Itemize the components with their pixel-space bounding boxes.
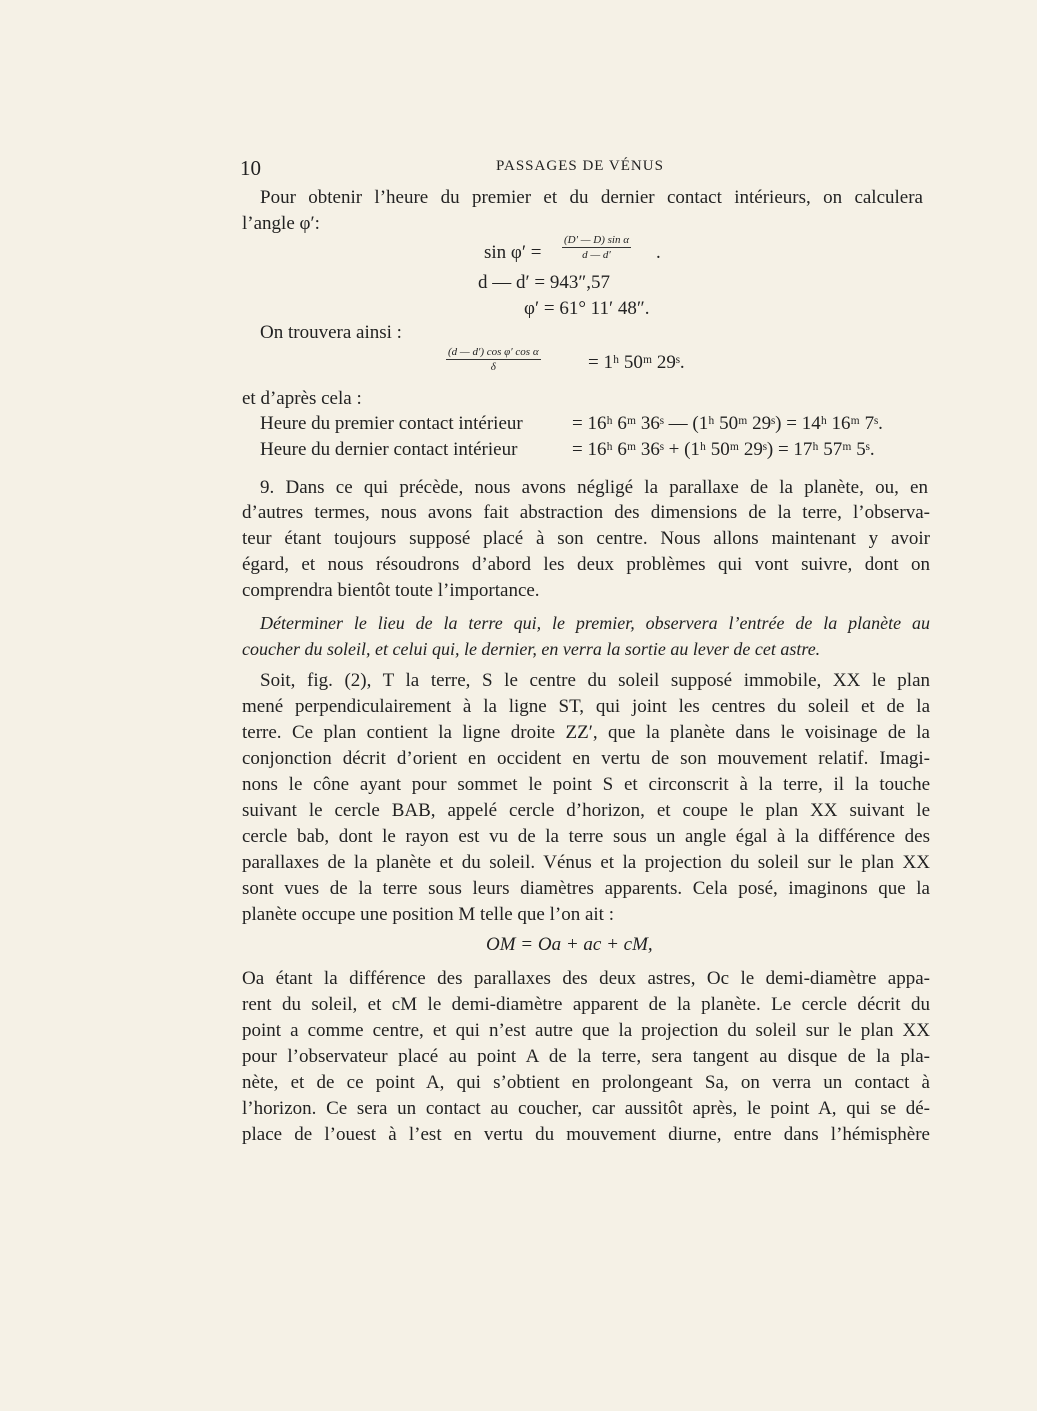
- para-soit-line: Soit, fig. (2), T la terre, S le centre du soleil supposé immobile, XX le plan: [260, 670, 930, 691]
- para-oa-line: nète, et de ce point A, qui s’obtient en prolongeant Sa, on verra un contact à: [242, 1072, 930, 1093]
- para-oa-line: pour l’observateur placé au point A de la terre, sera tangent au disque de la pla-: [242, 1046, 930, 1067]
- formula-sin-numerator: (D′ — D) sin α: [564, 234, 630, 246]
- para-soit-line: suivant le cercle BAB, appelé cercle d’horizon, et coupe le plan XX suivant le: [242, 800, 930, 821]
- formula-sin-lhs: sin φ′ =: [484, 242, 542, 263]
- para9-line: teur étant toujours supposé placé à son centre. Nous allons maintenant y avoir: [242, 528, 930, 549]
- para-soit-line: cercle bab, dont le rayon est vu de la terre sous un angle égal à la différence des: [242, 826, 930, 847]
- formula-sin-fraction: [562, 234, 631, 261]
- formula-d-minus-d: d — d′ = 943″,57: [478, 272, 611, 293]
- para-soit-line: sont vues de la terre sous leurs diamètres apparents. Cela posé, imaginons que la: [242, 878, 930, 899]
- intro-line-2: l’angle φ′:: [242, 213, 320, 234]
- page-number: 10: [240, 156, 261, 180]
- para-oa-line: place de l’ouest à l’est en vertu du mouvement diurne, entre dans l’hémisphère: [242, 1124, 930, 1145]
- apres-cela-text: et d’après cela :: [242, 388, 362, 409]
- para-soit-line: nons le cône ayant pour sommet le point S et circonscrit à la terre, il la touche: [242, 774, 930, 795]
- contact-dernier-label: Heure du dernier contact intérieur: [260, 439, 518, 460]
- formula-om: OM = Oa + ac + cM,: [486, 934, 653, 955]
- para-soit-line: terre. Ce plan contient la ligne droite ZZ′, que la planète dans le voisinage de la: [242, 722, 930, 743]
- para-oa-line: l’horizon. Ce sera un contact au coucher, car aussitôt après, le point A, qui se dé-: [242, 1098, 930, 1119]
- para-soit-line: planète occupe une position M telle que l’on ait :: [242, 904, 614, 925]
- contact-dernier-value: = 16ʰ 6ᵐ 36ˢ + (1ʰ 50ᵐ 29ˢ) = 17ʰ 57ᵐ 5ˢ.: [572, 439, 875, 460]
- formula-sin-denominator: d — d′: [582, 249, 611, 261]
- on-trouvera-text: On trouvera ainsi :: [260, 322, 402, 343]
- formula-duration-fraction: [446, 346, 541, 373]
- para9-line: égard, et nous résoudrons d’abord les deux problèmes qui vont suivre, dont on: [242, 554, 930, 575]
- para9-line: 9. Dans ce qui précède, nous avons négligé la parallaxe de la planète, ou, en: [260, 477, 928, 498]
- para9-line: d’autres termes, nous avons fait abstraction des dimensions de la terre, l’observa-: [242, 502, 930, 523]
- formula-sin-period: .: [656, 242, 661, 263]
- problem-line: coucher du soleil, et celui qui, le dernier, en verra la sortie au lever de cet astre.: [242, 639, 821, 659]
- para-oa-line: rent du soleil, et cM le demi-diamètre apparent de la planète. Le cercle décrit du: [242, 994, 930, 1015]
- para-soit-line: conjonction décrit d’orient en occident en vertu de son mouvement relatif. Imagi-: [242, 748, 930, 769]
- formula-duration-result: = 1ʰ 50ᵐ 29ˢ.: [588, 352, 685, 373]
- problem-line: Déterminer le lieu de la terre qui, le premier, observera l’entrée de la planète au: [260, 613, 930, 633]
- formula-duration-denominator: δ: [490, 361, 496, 373]
- formula-phi: φ′ = 61° 11′ 48″.: [524, 298, 650, 319]
- contact-premier-label: Heure du premier contact intérieur: [260, 413, 523, 434]
- running-title: PASSAGES DE VÉNUS: [496, 158, 664, 174]
- para-oa-line: point a comme centre, et qui n’est autre que la projection du soleil sur le plan XX: [242, 1020, 930, 1041]
- intro-line-1: Pour obtenir l’heure du premier et du dernier contact intérieurs, on calculera: [260, 187, 923, 208]
- para-soit-line: mené perpendiculairement à la ligne ST, qui joint les centres du soleil et de la: [242, 696, 930, 717]
- contact-premier-value: = 16ʰ 6ᵐ 36ˢ — (1ʰ 50ᵐ 29ˢ) = 14ʰ 16ᵐ 7ˢ.: [572, 413, 883, 434]
- para9-line: comprendra bientôt toute l’importance.: [242, 580, 540, 601]
- formula-duration-numerator: (d — d′) cos φ′ cos α: [448, 346, 539, 358]
- para-soit-line: parallaxes de la planète et du soleil. Vénus et la projection du soleil sur le plan XX: [242, 852, 930, 873]
- para-oa-line: Oa étant la différence des parallaxes des deux astres, Oc le demi-diamètre appa-: [242, 968, 930, 989]
